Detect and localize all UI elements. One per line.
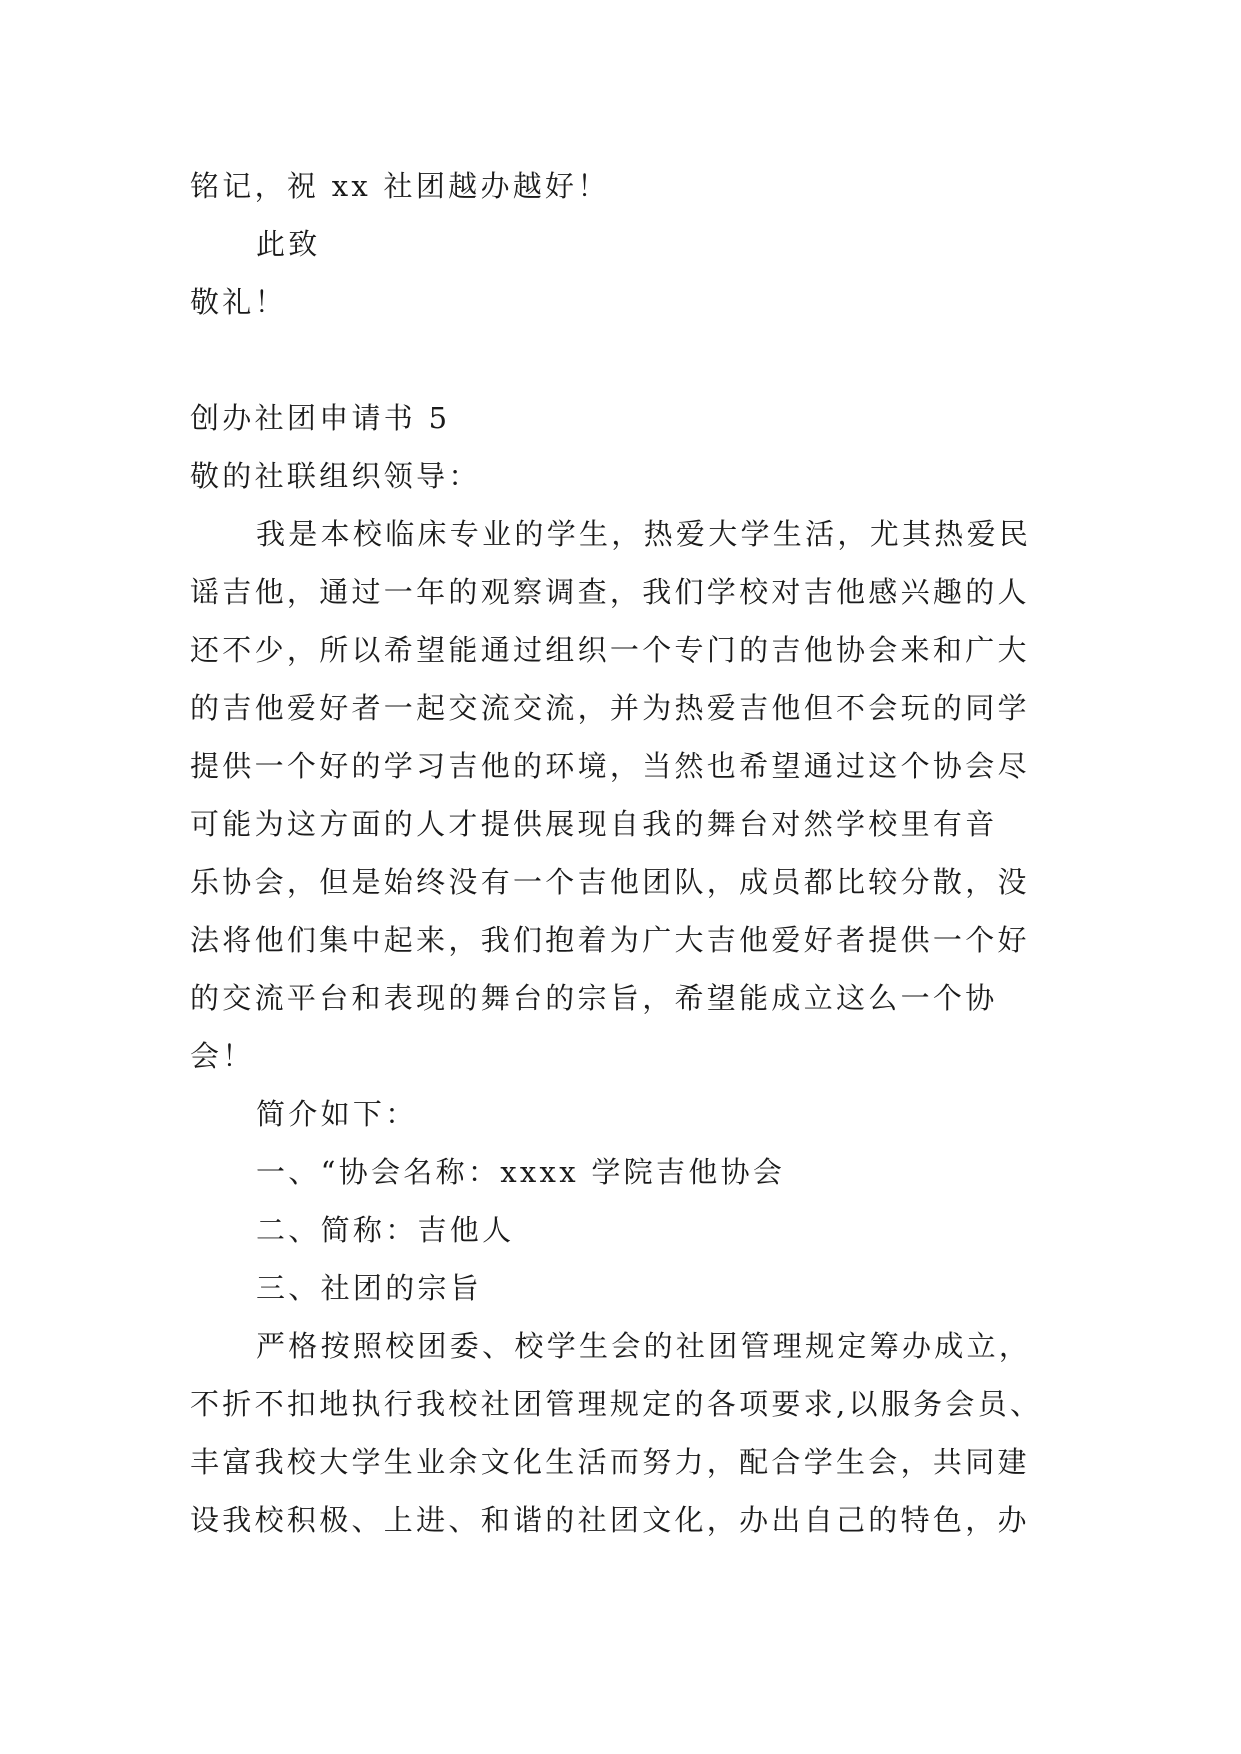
text-line: 乐协会，但是始终没有一个吉他团队，成员都比较分散，没	[190, 865, 1030, 899]
salutation: 敬的社联组织领导：	[190, 459, 481, 493]
text-line: 法将他们集中起来，我们抱着为广大吉他爱好者提供一个好	[190, 923, 1030, 957]
text-line: 的交流平台和表现的舞台的宗旨，希望能成立这么一个协	[190, 981, 998, 1015]
text-line: 三、社团的宗旨	[256, 1271, 483, 1305]
text-line: 严格按照校团委、校学生会的社团管理规定筹办成立，	[256, 1329, 1032, 1363]
text-line: 提供一个好的学习吉他的环境，当然也希望通过这个协会尽	[190, 749, 1030, 783]
text-line: 一、“协会名称：xxxx 学院吉他协会	[256, 1155, 786, 1189]
text-line: 二、简称：吉他人	[256, 1213, 515, 1247]
text-line: 此致	[256, 227, 321, 261]
text-line: 设我校积极、上进、和谐的社团文化，办出自己的特色，办	[190, 1503, 1030, 1537]
text-line: 敬礼！	[190, 285, 287, 319]
text-line: 丰富我校大学生业余文化生活而努力，配合学生会，共同建	[190, 1445, 1030, 1479]
text-line: 简介如下：	[256, 1097, 418, 1131]
text-line: 还不少，所以希望能通过组织一个专门的吉他协会来和广大	[190, 633, 1030, 667]
text-line: 可能为这方面的人才提供展现自我的舞台对然学校里有音	[190, 807, 998, 841]
text-line: 会！	[190, 1039, 255, 1073]
text-line: 不折不扣地执行我校社团管理规定的各项要求,以服务会员、	[190, 1387, 1043, 1421]
section-title: 创办社团申请书 5	[190, 401, 451, 435]
text-line: 的吉他爱好者一起交流交流，并为热爱吉他但不会玩的同学	[190, 691, 1030, 725]
text-line: 我是本校临床专业的学生，热爱大学生活，尤其热爱民	[256, 517, 1032, 551]
text-line: 铭记，祝 xx 社团越办越好！	[190, 169, 610, 203]
text-line: 谣吉他，通过一年的观察调查，我们学校对吉他感兴趣的人	[190, 575, 1030, 609]
